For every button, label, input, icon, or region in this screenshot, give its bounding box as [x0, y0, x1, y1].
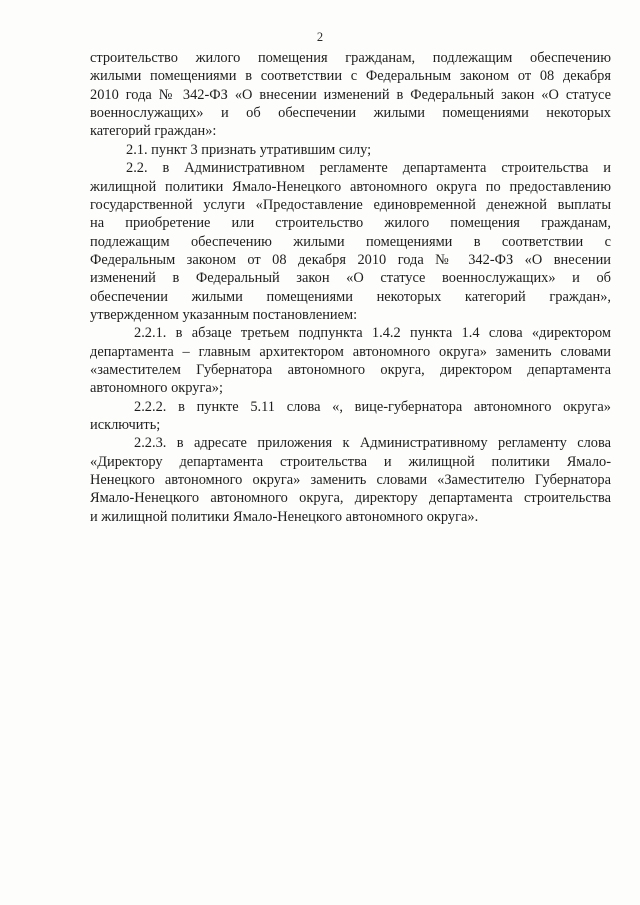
text-line: строительство жилого помещения гражданам, подлежащим обеспечению	[90, 50, 611, 66]
text-line: департамента – главным архитектором автономного округа» заменить словами	[90, 343, 611, 360]
text-line: обеспечении жилыми помещениями некоторых категорий граждан»,	[90, 288, 611, 305]
text-line: подлежащим обеспечению жилыми помещениями в соответствии с	[90, 233, 611, 250]
text-line: «Директору департамента строительства и жилищной политики Ямало-	[90, 453, 611, 470]
text-line: исключить;	[90, 417, 161, 433]
text-line: 2010 года № 342-ФЗ «О внесении изменений в Федеральный закон «О статусе	[90, 86, 611, 103]
text-line: 2.2.3. в адресате приложения к Административному регламенту слова	[134, 435, 611, 452]
text-line: утвержденном указанным постановлением:	[90, 306, 358, 323]
text-line: Ненецкого автономного округа» заменить словами «Заместителю Губернатора	[90, 472, 611, 489]
text-line: 2.2.2. в пункте 5.11 слова «, вице-губернатора автономного округа»	[134, 398, 611, 415]
text-line: изменений в Федеральный закон «О статусе военнослужащих» и об	[90, 270, 611, 287]
text-line: Ямало-Ненецкого автономного округа, директору департамента строительства	[90, 490, 611, 507]
page-number: 2	[316, 30, 324, 44]
text-line: на приобретение или строительство жилого помещения гражданам,	[90, 215, 611, 232]
text-line: «заместителем Губернатора автономного округа, директором департамента	[90, 362, 611, 378]
text-line: 2.2.1. в абзаце третьем подпункта 1.4.2 пункта 1.4 слова «директором	[134, 325, 611, 342]
text-line: жилищной политики Ямало-Ненецкого автономного округа по предоставлению	[90, 178, 611, 195]
text-line: автономного округа»;	[90, 380, 223, 397]
text-line: государственной услуги «Предоставление единовременной денежной выплаты	[90, 196, 611, 213]
text-line: категорий граждан»:	[90, 123, 217, 140]
text-line: жилыми помещениями в соответствии с Федеральным законом от 08 декабря	[90, 68, 611, 85]
text-line: 2.1. пункт 3 признать утратившим силу;	[126, 141, 372, 158]
text-line: 2.2. в Административном регламенте департамента строительства и	[126, 160, 611, 177]
text-line: и жилищной политики Ямало-Ненецкого автономного округа».	[90, 508, 479, 525]
text-line: военнослужащих» и об обеспечении жилыми помещениями некоторых	[90, 105, 611, 122]
text-line: Федеральным законом от 08 декабря 2010 года № 342-ФЗ «О внесении	[90, 251, 611, 268]
